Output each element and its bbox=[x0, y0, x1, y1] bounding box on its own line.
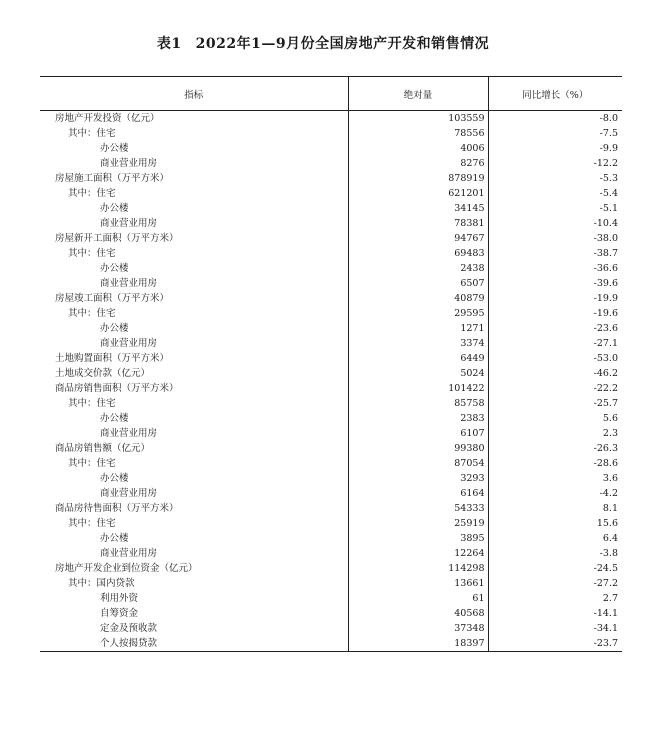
table-row bbox=[40, 291, 622, 306]
absolute-value-cell: 6507 bbox=[348, 276, 488, 291]
table-row bbox=[40, 381, 622, 396]
yoy-growth-cell: -34.1 bbox=[593, 623, 618, 634]
yoy-growth-cell: -7.5 bbox=[599, 128, 618, 139]
absolute-value-cell: 37348 bbox=[348, 621, 488, 636]
table-row bbox=[40, 276, 622, 291]
yoy-growth-cell: 6.4 bbox=[602, 533, 618, 544]
indicator-cell: 商业营业用房 bbox=[40, 426, 348, 441]
absolute-value-cell: 6449 bbox=[348, 351, 488, 366]
table-row bbox=[40, 156, 622, 171]
indicator-cell: 自筹资金 bbox=[40, 606, 348, 621]
yoy-growth-cell: -27.2 bbox=[593, 578, 618, 589]
table-row bbox=[40, 216, 622, 231]
indicator-cell: 房屋施工面积（万平方米） bbox=[40, 171, 348, 186]
indicator-cell: 房屋新开工面积（万平方米） bbox=[40, 231, 348, 246]
yoy-growth-cell: -24.5 bbox=[593, 563, 618, 574]
table-row bbox=[40, 321, 622, 336]
yoy-growth-cell: -36.6 bbox=[593, 263, 618, 274]
indicator-cell: 商品房待售面积（万平方米） bbox=[40, 501, 348, 516]
table-row bbox=[40, 111, 622, 127]
indicator-cell: 商业营业用房 bbox=[40, 486, 348, 501]
yoy-growth-cell: 5.6 bbox=[602, 413, 618, 424]
indicator-cell: 其中：住宅 bbox=[40, 246, 348, 261]
table-row bbox=[40, 561, 622, 576]
yoy-growth-cell: -46.2 bbox=[593, 368, 618, 379]
absolute-value-cell: 54333 bbox=[348, 501, 488, 516]
yoy-growth-cell: -28.6 bbox=[593, 458, 618, 469]
absolute-value-cell: 6164 bbox=[348, 486, 488, 501]
yoy-growth-cell: -5.4 bbox=[599, 188, 618, 199]
absolute-value-cell: 621201 bbox=[348, 186, 488, 201]
yoy-growth-cell: -27.1 bbox=[593, 338, 618, 349]
absolute-value-cell: 99380 bbox=[348, 441, 488, 456]
yoy-growth-cell: -5.3 bbox=[599, 173, 618, 184]
yoy-growth-cell: -19.6 bbox=[593, 308, 618, 319]
indicator-cell: 利用外资 bbox=[40, 591, 348, 606]
indicator-cell: 商品房销售额（亿元） bbox=[40, 441, 348, 456]
yoy-growth-cell: -19.9 bbox=[593, 293, 618, 304]
yoy-growth-cell: -26.3 bbox=[593, 443, 618, 454]
table-row bbox=[40, 366, 622, 381]
yoy-growth-cell: -8.0 bbox=[599, 113, 618, 124]
page-title bbox=[0, 33, 646, 53]
absolute-value-cell: 40879 bbox=[348, 291, 488, 306]
yoy-growth-cell: -53.0 bbox=[593, 353, 618, 364]
absolute-value-cell: 40568 bbox=[348, 606, 488, 621]
absolute-value-cell: 4006 bbox=[348, 141, 488, 156]
indicator-cell: 办公楼 bbox=[40, 411, 348, 426]
indicator-cell: 商业营业用房 bbox=[40, 276, 348, 291]
yoy-growth-cell: -10.4 bbox=[593, 218, 618, 229]
yoy-growth-cell: -5.1 bbox=[599, 203, 618, 214]
absolute-value-cell: 69483 bbox=[348, 246, 488, 261]
absolute-value-cell: 114298 bbox=[348, 561, 488, 576]
yoy-growth-cell: -3.8 bbox=[599, 548, 618, 559]
yoy-growth-cell: 8.1 bbox=[602, 503, 618, 514]
table-header bbox=[40, 77, 622, 111]
indicator-cell: 房地产开发企业到位资金（亿元） bbox=[40, 561, 348, 576]
table-row bbox=[40, 141, 622, 156]
table-row bbox=[40, 576, 622, 591]
indicator-cell: 其中：住宅 bbox=[40, 306, 348, 321]
table-row bbox=[40, 336, 622, 351]
absolute-value-cell: 34145 bbox=[348, 201, 488, 216]
table-row bbox=[40, 351, 622, 366]
absolute-value-cell: 29595 bbox=[348, 306, 488, 321]
table-row bbox=[40, 441, 622, 456]
indicator-cell: 办公楼 bbox=[40, 531, 348, 546]
header-indicator: 指标 bbox=[40, 77, 348, 111]
indicator-cell: 商业营业用房 bbox=[40, 156, 348, 171]
yoy-growth-cell: -39.6 bbox=[593, 278, 618, 289]
absolute-value-cell: 5024 bbox=[348, 366, 488, 381]
indicator-cell: 土地购置面积（万平方米） bbox=[40, 351, 348, 366]
table-row bbox=[40, 201, 622, 216]
table-row bbox=[40, 486, 622, 501]
absolute-value-cell: 8276 bbox=[348, 156, 488, 171]
table-row bbox=[40, 261, 622, 276]
absolute-value-cell: 878919 bbox=[348, 171, 488, 186]
table-row bbox=[40, 126, 622, 141]
absolute-value-cell: 87054 bbox=[348, 456, 488, 471]
absolute-value-cell: 1271 bbox=[348, 321, 488, 336]
table-row bbox=[40, 396, 622, 411]
table-number: 表1 bbox=[156, 36, 182, 52]
table-row bbox=[40, 231, 622, 246]
table-row bbox=[40, 636, 622, 652]
table-row bbox=[40, 306, 622, 321]
yoy-growth-cell: -38.0 bbox=[593, 233, 618, 244]
absolute-value-cell: 61 bbox=[348, 591, 488, 606]
indicator-cell: 办公楼 bbox=[40, 261, 348, 276]
table-row bbox=[40, 246, 622, 261]
indicator-cell: 其中：国内贷款 bbox=[40, 576, 348, 591]
table-row bbox=[40, 186, 622, 201]
absolute-value-cell: 12264 bbox=[348, 546, 488, 561]
absolute-value-cell: 94767 bbox=[348, 231, 488, 246]
absolute-value-cell: 85758 bbox=[348, 396, 488, 411]
yoy-growth-cell: -14.1 bbox=[593, 608, 618, 619]
absolute-value-cell: 13661 bbox=[348, 576, 488, 591]
yoy-growth-cell: -4.2 bbox=[599, 488, 618, 499]
absolute-value-cell: 78556 bbox=[348, 126, 488, 141]
yoy-growth-cell: 3.6 bbox=[602, 473, 618, 484]
table-row bbox=[40, 426, 622, 441]
yoy-growth-cell: -9.9 bbox=[599, 143, 618, 154]
table-title: 2022年1—9月份全国房地产开发和销售情况 bbox=[195, 36, 490, 52]
yoy-growth-cell: -22.2 bbox=[593, 383, 618, 394]
yoy-growth-cell: -23.6 bbox=[593, 323, 618, 334]
yoy-growth-cell: 2.3 bbox=[602, 428, 618, 439]
indicator-cell: 商业营业用房 bbox=[40, 336, 348, 351]
table-row bbox=[40, 471, 622, 486]
indicator-cell: 商品房销售面积（万平方米） bbox=[40, 381, 348, 396]
absolute-value-cell: 2438 bbox=[348, 261, 488, 276]
header-yoy: 同比增长（%） bbox=[488, 77, 622, 111]
table-body bbox=[40, 111, 622, 652]
absolute-value-cell: 18397 bbox=[348, 636, 488, 652]
indicator-cell: 商业营业用房 bbox=[40, 546, 348, 561]
header-absolute: 绝对量 bbox=[348, 77, 488, 111]
indicator-cell: 个人按揭贷款 bbox=[40, 636, 348, 652]
indicator-cell: 其中：住宅 bbox=[40, 396, 348, 411]
table-row bbox=[40, 531, 622, 546]
yoy-growth-cell: 15.6 bbox=[596, 518, 618, 529]
absolute-value-cell: 3374 bbox=[348, 336, 488, 351]
absolute-value-cell: 103559 bbox=[348, 111, 488, 127]
absolute-value-cell: 2383 bbox=[348, 411, 488, 426]
indicator-cell: 土地成交价款（亿元） bbox=[40, 366, 348, 381]
absolute-value-cell: 6107 bbox=[348, 426, 488, 441]
indicator-cell: 办公楼 bbox=[40, 201, 348, 216]
table-row bbox=[40, 501, 622, 516]
indicator-cell: 其中：住宅 bbox=[40, 186, 348, 201]
table-row bbox=[40, 171, 622, 186]
table-row bbox=[40, 621, 622, 636]
table-row bbox=[40, 411, 622, 426]
indicator-cell: 其中：住宅 bbox=[40, 516, 348, 531]
table-row bbox=[40, 546, 622, 561]
yoy-growth-cell: -12.2 bbox=[593, 158, 618, 169]
table-row bbox=[40, 591, 622, 606]
absolute-value-cell: 3293 bbox=[348, 471, 488, 486]
indicator-cell: 房地产开发投资（亿元） bbox=[40, 111, 348, 127]
indicator-cell: 定金及预收款 bbox=[40, 621, 348, 636]
yoy-growth-cell: -25.7 bbox=[593, 398, 618, 409]
table-row bbox=[40, 456, 622, 471]
absolute-value-cell: 101422 bbox=[348, 381, 488, 396]
header-row bbox=[40, 77, 622, 111]
indicator-cell: 办公楼 bbox=[40, 321, 348, 336]
absolute-value-cell: 25919 bbox=[348, 516, 488, 531]
absolute-value-cell: 3895 bbox=[348, 531, 488, 546]
yoy-growth-cell: 2.7 bbox=[602, 593, 618, 604]
indicator-cell: 办公楼 bbox=[40, 471, 348, 486]
yoy-growth-cell: -38.7 bbox=[593, 248, 618, 259]
yoy-growth-cell: -23.7 bbox=[488, 636, 622, 652]
indicator-cell: 其中：住宅 bbox=[40, 126, 348, 141]
absolute-value-cell: 78381 bbox=[348, 216, 488, 231]
indicator-cell: 其中：住宅 bbox=[40, 456, 348, 471]
indicator-cell: 办公楼 bbox=[40, 141, 348, 156]
table-row bbox=[40, 606, 622, 621]
indicator-cell: 商业营业用房 bbox=[40, 216, 348, 231]
data-table bbox=[40, 76, 622, 652]
indicator-cell: 房屋竣工面积（万平方米） bbox=[40, 291, 348, 306]
table-row bbox=[40, 516, 622, 531]
